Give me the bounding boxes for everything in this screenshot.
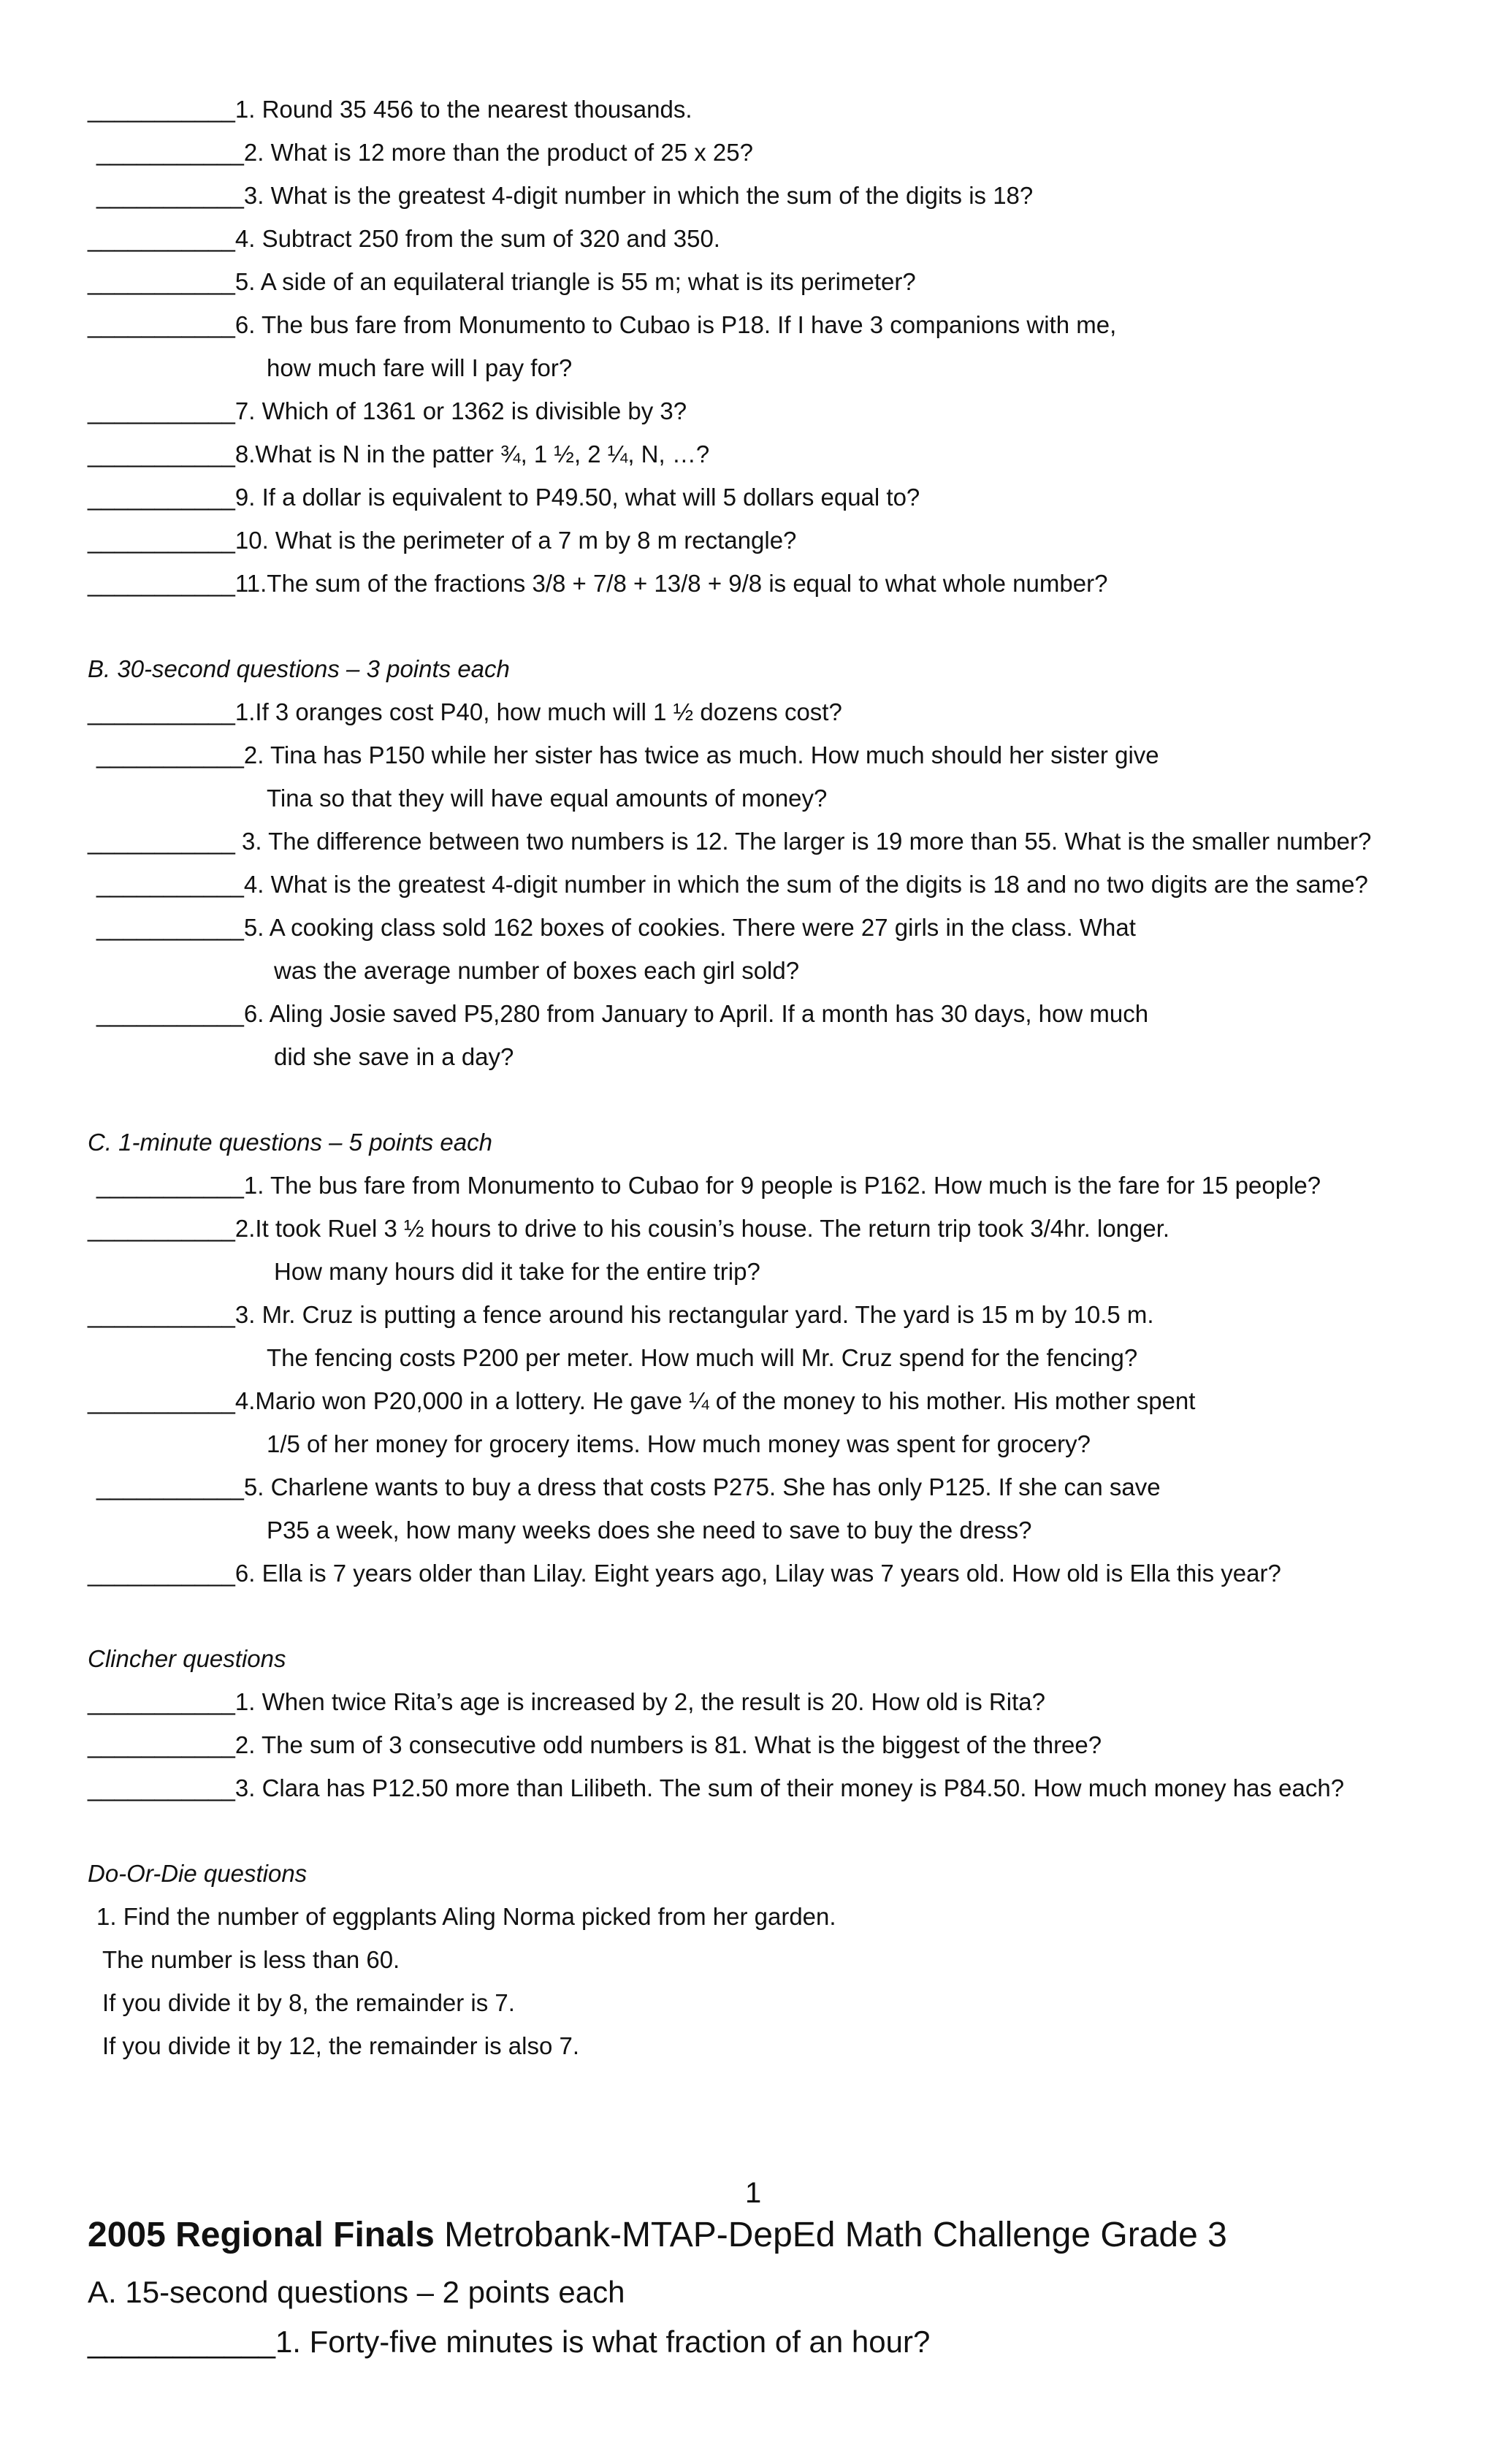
question-line: ___________3. Mr. Cruz is putting a fence around his rectangular yard. The yard is 15 m by 10.5 m.	[88, 1301, 1154, 1328]
question-line: ___________7. Which of 1361 or 1362 is divisible by 3?	[88, 397, 687, 424]
question-line: ___________ 3. The difference between two numbers is 12. The larger is 19 more than 55. What is the smaller number?	[88, 828, 1372, 855]
question-line: ___________5. A side of an equilateral triangle is 55 m; what is its perimeter?	[88, 268, 916, 295]
question-line: ___________8.What is N in the patter ¾, 1 ½, 2 ¼, N, …?	[88, 440, 710, 468]
question-continuation: was the average number of boxes each girl sold?	[274, 957, 800, 984]
question-line: ___________1. The bus fare from Monumento to Cubao for 9 people is P162. How much is the fare for 15 people?	[96, 1172, 1321, 1199]
question-line: ___________9. If a dollar is equivalent to P49.50, what will 5 dollars equal to?	[88, 484, 920, 511]
question-line: ___________4. Subtract 250 from the sum of 320 and 350.	[88, 225, 720, 252]
question-line: ___________4. What is the greatest 4-digit number in which the sum of the digits is 18 and no two digits are the same?	[96, 871, 1368, 898]
question-line: ___________2. Tina has P150 while her sister has twice as much. How much should her sister give	[96, 741, 1159, 768]
question-line: ___________6. The bus fare from Monumento to Cubao is P18. If I have 3 companions with me,	[88, 311, 1117, 338]
question-line: ___________10. What is the perimeter of a 7 m by 8 m rectangle?	[88, 527, 797, 554]
question-line: ___________2.It took Ruel 3 ½ hours to drive to his cousin’s house. The return trip took 3/4hr. longer.	[88, 1215, 1170, 1242]
question-line: ___________3. What is the greatest 4-digit number in which the sum of the digits is 18?	[96, 182, 1034, 209]
question-continuation: did she save in a day?	[274, 1043, 514, 1070]
question-line: ___________4.Mario won P20,000 in a lottery. He gave ¼ of the money to his mother. His mother spent	[88, 1387, 1196, 1414]
question-line: ___________6. Ella is 7 years older than Lilay. Eight years ago, Lilay was 7 years old. How old is Ella this year?	[88, 1560, 1281, 1587]
question-continuation: 1/5 of her money for grocery items. How much money was spent for grocery?	[267, 1430, 1091, 1457]
clincher-heading: Clincher questions	[88, 1645, 286, 1672]
question-continuation: P35 a week, how many weeks does she need to save to buy the dress?	[267, 1517, 1032, 1544]
question-line: ___________1.If 3 oranges cost P40, how much will 1 ½ dozens cost?	[88, 698, 842, 725]
question-continuation: If you divide it by 12, the remainder is also 7.	[102, 2032, 580, 2059]
do-or-die-heading: Do-Or-Die questions	[88, 1860, 308, 1887]
question-continuation: The fencing costs P200 per meter. How much will Mr. Cruz spend for the fencing?	[267, 1344, 1138, 1371]
question-line: ___________6. Aling Josie saved P5,280 from January to April. If a month has 30 days, how much	[96, 1000, 1149, 1027]
page-title	[88, 2213, 1227, 2257]
question-continuation: How many hours did it take for the entire trip?	[274, 1258, 760, 1285]
question-line: ___________2. The sum of 3 consecutive odd numbers is 81. What is the biggest of the three?	[88, 1731, 1102, 1758]
question-line: ___________1. Forty-five minutes is what fraction of an hour?	[88, 2324, 931, 2359]
question-line: ___________11.The sum of the fractions 3/8 + 7/8 + 13/8 + 9/8 is equal to what whole number?	[88, 570, 1108, 597]
question-continuation: If you divide it by 8, the remainder is 7.	[102, 1989, 515, 2016]
question-continuation: Tina so that they will have equal amounts of money?	[267, 785, 828, 812]
question-continuation: The number is less than 60.	[102, 1946, 400, 1973]
question-line: ___________5. A cooking class sold 162 boxes of cookies. There were 27 girls in the class. What	[96, 914, 1136, 941]
section-c-heading: C. 1-minute questions – 5 points each	[88, 1129, 492, 1156]
question-line: ___________2. What is 12 more than the product of 25 x 25?	[96, 139, 753, 166]
question-line: ___________3. Clara has P12.50 more than Lilibeth. The sum of their money is P84.50. How much money has each?	[88, 1774, 1345, 1801]
title-rest: Metrobank-MTAP-DepEd Math Challenge Grade 3	[434, 2216, 1227, 2254]
title-bold: 2005 Regional Finals	[88, 2216, 435, 2254]
question-line: ___________5. Charlene wants to buy a dress that costs P275. She has only P125. If she can save	[96, 1473, 1161, 1500]
question-continuation: how much fare will I pay for?	[267, 354, 573, 381]
page-number: 1	[745, 2177, 762, 2209]
section-b-heading: B. 30-second questions – 3 points each	[88, 655, 510, 682]
section-a-heading: A. 15-second questions – 2 points each	[88, 2275, 625, 2309]
question-line: ___________1. When twice Rita’s age is increased by 2, the result is 20. How old is Rita?	[88, 1688, 1045, 1715]
question-line: 1. Find the number of eggplants Aling Norma picked from her garden.	[96, 1903, 836, 1930]
question-line: ___________1. Round 35 456 to the nearest thousands.	[88, 96, 692, 123]
